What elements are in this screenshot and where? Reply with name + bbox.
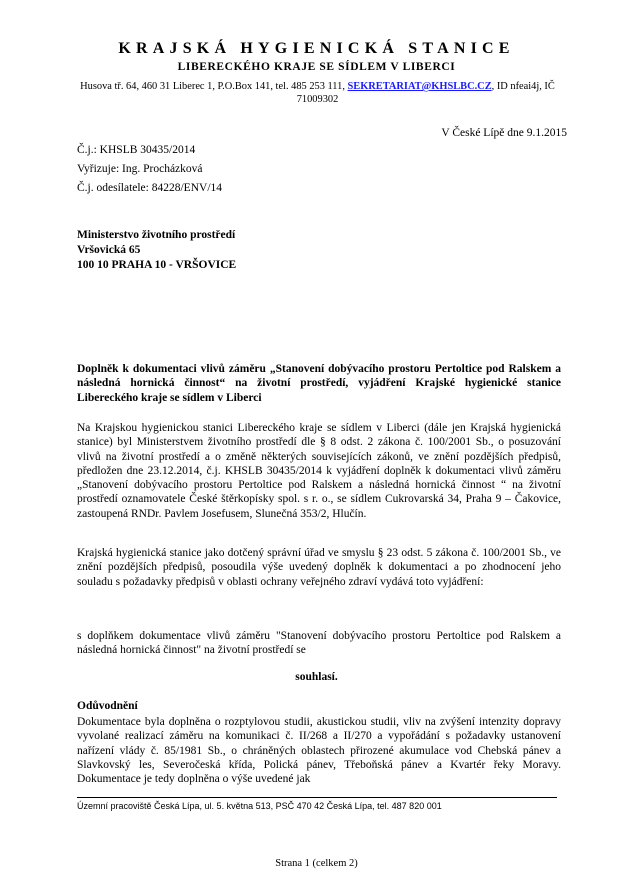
institution-title: KRAJSKÁ HYGIENICKÁ STANICE: [118, 40, 515, 57]
paragraph-statement: s doplňkem dokumentace vlivů záměru "Stanovení dobývacího prostoru Pertoltice pod Ralskem a následná hornická činnost" na životní prostředí se: [77, 630, 561, 657]
reference-block: [77, 141, 222, 198]
paragraph-reasoning: Dokumentace byla doplněna o rozptylovou studii, akustickou studii, vliv na zvýšení intenzity dopravy vyvolané realizací záměru na komunikaci č. II/268 a II/270 a vypořádání s požadavky ustanovení nařízení vlády č. 85/1981 Sb., o chráněných oblastech přirozené akumulace vod Chebská pánev a Slavkovský les, Severočeská křída, Polická pánev, Třeboňská pánev a Kvartér řeky Moravy. Dokumentace je tedy doplněna o výše uvedené jak: [77, 716, 561, 786]
addressee-street: Vršovická 65: [77, 244, 141, 256]
contact-email-link[interactable]: SEKRETARIAT@KHSLBC.CZ: [347, 81, 492, 92]
footer-divider: [77, 797, 557, 798]
handled-by: Vyřizuje: Ing. Procházková: [77, 163, 203, 175]
agreement-verdict: souhlasí.: [295, 671, 338, 683]
paragraph-intro: Na Krajskou hygienickou stanici Libereckého kraje se sídlem v Liberci (dále jen Krajská hygienická stanice) byl Ministerstvem životního prostředí dle § 8 odst. 2 zákona č. 100/2001 Sb., o posuzování vlivů na životní prostředí a o změně některých souvisejících zákonů, ve znění pozdějších předpisů, předložen dne 23.12.2014, č.j. KHSLB 30435/2014 k vyjádření doplněk k dokumentaci vlivů záměru „Stanovení dobývacího prostoru Pertoltice pod Ralskem a následná hornická činnost “ na životní prostředí oznamovatele České štěrkopísky spol. s r. o., se sídlem Cukrovarská 34, Praha 9 – Čakovice, zastoupená RNDr. Pavlem Josefusem, Slunečná 353/2, Hlučín.: [77, 422, 561, 520]
reasoning-heading: Odůvodnění: [77, 700, 138, 712]
paragraph-assessment: Krajská hygienická stanice jako dotčený správní úřad ve smyslu § 23 odst. 5 zákona č. 100/2001 Sb., ve znění pozdějších předpisů, posoudila výše uvedený doplněk k dokumentaci a po zhodnocení jeho souladu s požadavky předpisů v oblasti ochrany veřejného zdraví vydává toto vyjádření:: [77, 547, 561, 588]
reference-number: Č.j.: KHSLB 30435/2014: [77, 144, 196, 156]
page-number: Strana 1 (celkem 2): [275, 858, 358, 869]
contact-line: [70, 80, 565, 106]
institution-subtitle: LIBERECKÉHO KRAJE SE SÍDLEM V LIBERCI: [177, 61, 456, 73]
footer-address: Územní pracoviště Česká Lípa, ul. 5. května 513, PSČ 470 42 Česká Lípa, tel. 487 820 001: [77, 801, 442, 811]
subject-heading: Doplněk k dokumentaci vlivů záměru „Stanovení dobývacího prostoru Pertoltice pod Ralskem a následná hornická činnost“ na životní prostředí, vyjádření Krajské hygienické stanice Libereckého kraje se sídlem v Liberci: [77, 363, 561, 404]
addressee-block: [77, 228, 236, 273]
document-date: V České Lípě dne 9.1.2015: [441, 127, 567, 139]
contact-ids: , ID nfeai4j, IČ 71009302: [296, 81, 555, 105]
sender-reference: Č.j. odesílatele: 84228/ENV/14: [77, 182, 223, 194]
addressee-name: Ministerstvo životního prostředí: [77, 229, 236, 241]
contact-address: Husova tř. 64, 460 31 Liberec 1, P.O.Box 141, tel. 485 253 111,: [80, 81, 348, 92]
addressee-city: 100 10 PRAHA 10 - VRŠOVICE: [77, 259, 237, 271]
